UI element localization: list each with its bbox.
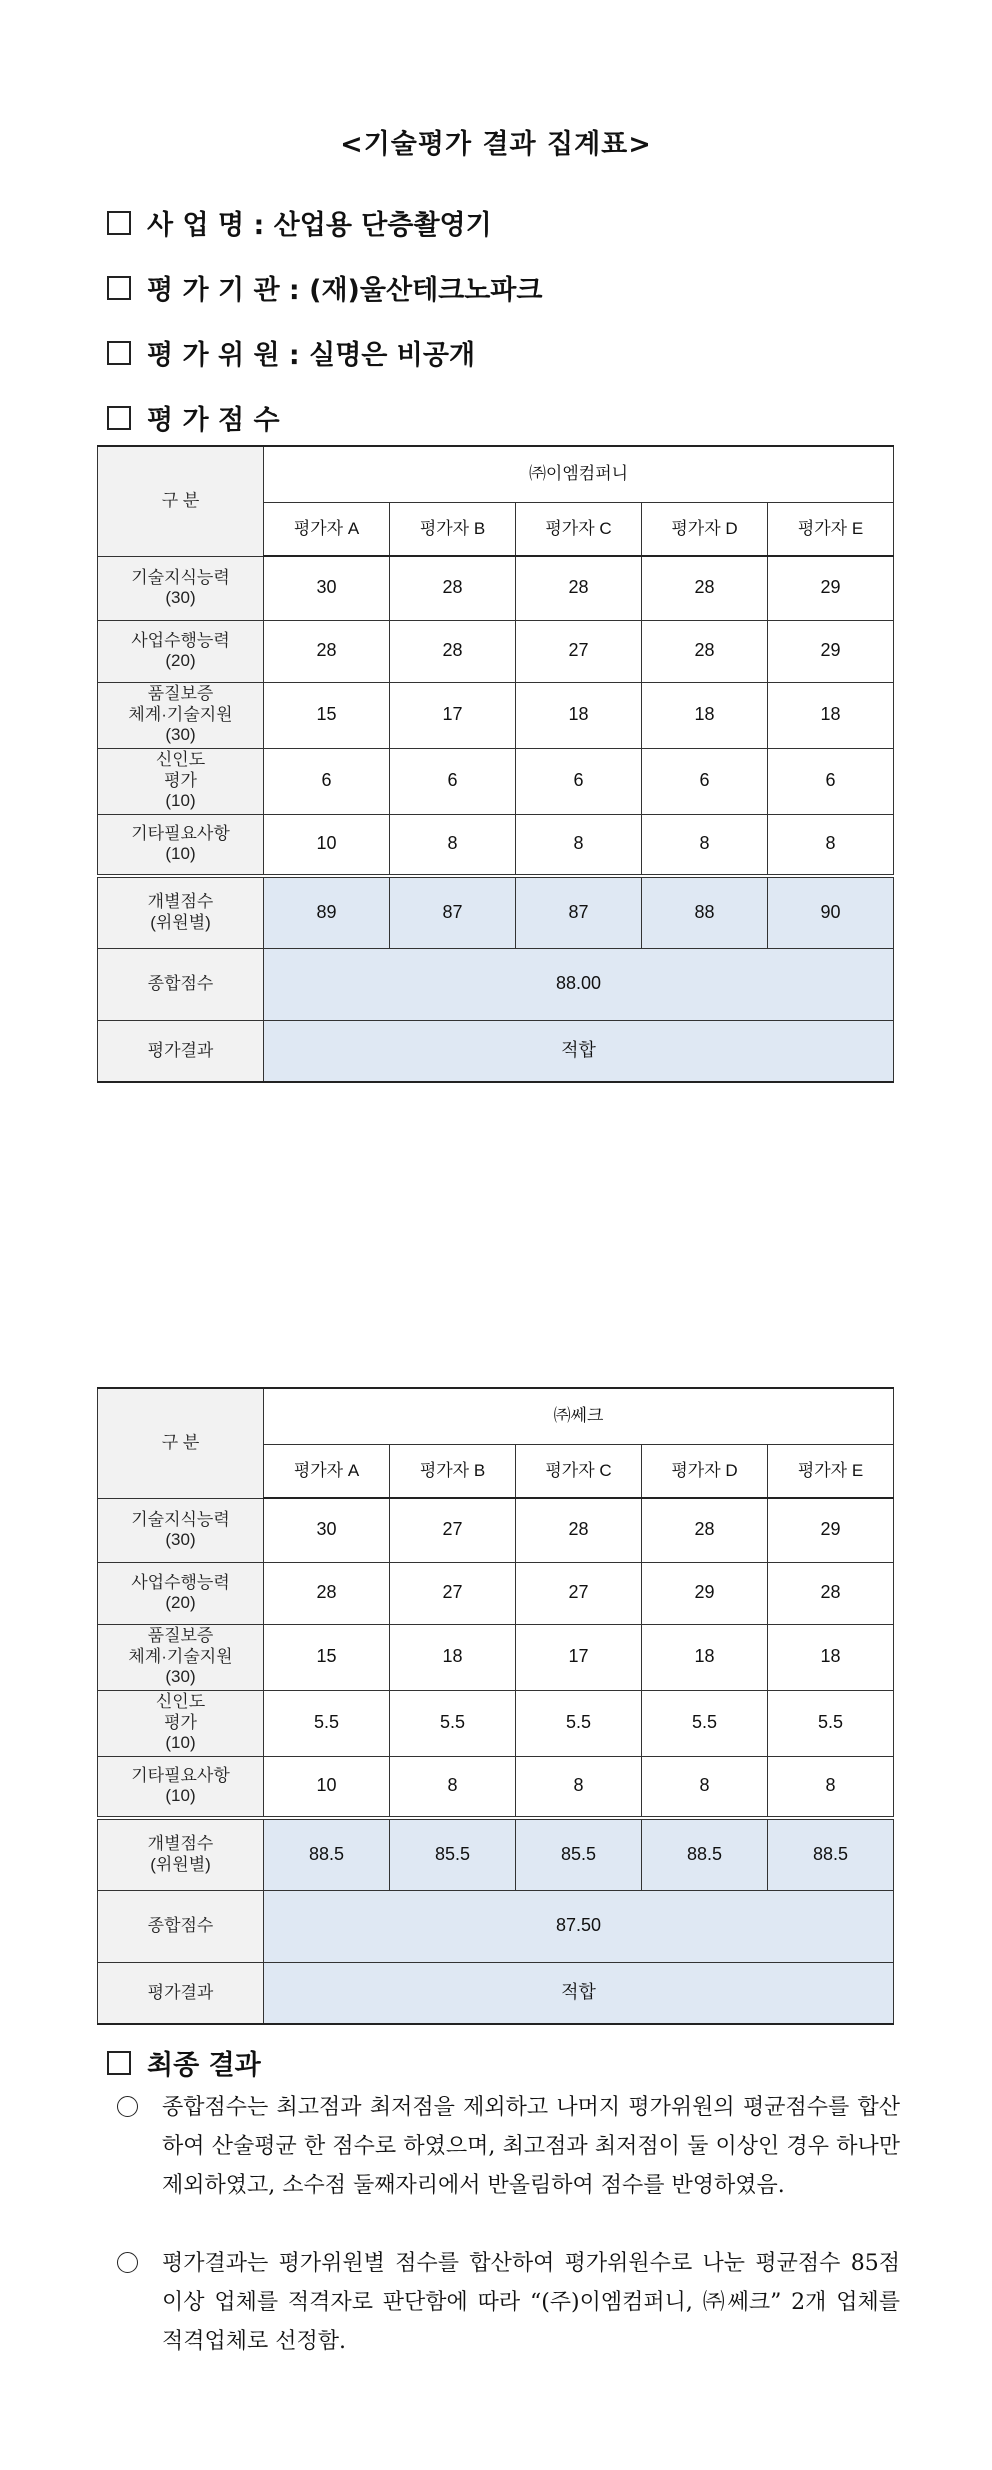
criteria-label	[98, 1624, 264, 1690]
score-cell: 18	[768, 682, 894, 748]
evaluator-header: 평가자 E	[768, 502, 894, 556]
score-cell: 8	[642, 1756, 768, 1818]
score-cell: 18	[390, 1624, 516, 1690]
info-label: 평 가 위 원	[147, 340, 280, 371]
individual-label-line: 개별점수	[147, 1834, 214, 1854]
category-header: 구 분	[98, 446, 264, 556]
criteria-points: (30)	[165, 1667, 196, 1687]
score-cell: 28	[642, 556, 768, 620]
evaluator-header: 평가자 A	[264, 502, 390, 556]
criteria-points: (10)	[165, 791, 196, 811]
score-cell: 27	[390, 1562, 516, 1624]
individual-label-line: (위원별)	[150, 1854, 211, 1874]
score-cell: 6	[516, 748, 642, 814]
criteria-label	[98, 748, 264, 814]
criteria-name: 체계·기술지원	[128, 704, 233, 724]
evaluator-header: 평가자 A	[264, 1444, 390, 1498]
document-title: <기술평가 결과 집계표>	[340, 129, 652, 160]
criteria-points: (10)	[165, 1786, 196, 1806]
final-note-text: 종합점수는 최고점과 최저점을 제외하고 나머지 평가위원의 평균점수를 합산하여 산술평균 한 점수로 하였으며, 최고점과 최저점이 둘 이상인 경우 하나만 제외하였고, 소수점 둘째자리에서 반올림하여 점수를 반영하였음.	[162, 2095, 900, 2198]
score-cell: 27	[516, 620, 642, 682]
criteria-label	[98, 814, 264, 876]
checkbox-square-icon	[107, 276, 131, 300]
individual-score-label	[98, 876, 264, 948]
criteria-points: (20)	[165, 651, 196, 670]
evaluator-header: 평가자 B	[390, 502, 516, 556]
evaluator-header: 평가자 D	[642, 502, 768, 556]
score-cell: 18	[642, 682, 768, 748]
score-cell: 18	[768, 1624, 894, 1690]
final-note-text: 평가결과는 평가위원별 점수를 합산하여 평가위원수로 나눈 평균점수 85점 이상 업체를 적격자로 판단함에 따라 “(주)이엠컴퍼니, ㈜쎄크” 2개 업체를 적격업체로 선정함.	[162, 2251, 900, 2354]
criteria-name: 평가	[164, 1712, 197, 1732]
info-agency: 평 가 기 관 : (재)울산테크노파크	[107, 268, 542, 307]
circle-bullet-icon	[117, 2252, 138, 2273]
criteria-points: (10)	[165, 1733, 196, 1753]
excluded-score-cell: 87	[516, 876, 642, 948]
criteria-name: 기술지식능력	[131, 567, 230, 587]
checkbox-square-icon	[107, 406, 131, 430]
info-score-heading	[107, 398, 280, 437]
score-cell: 8	[768, 1756, 894, 1818]
score-cell: 17	[516, 1624, 642, 1690]
total-score-value: 88.00	[264, 948, 894, 1020]
score-cell: 10	[264, 1756, 390, 1818]
score-cell: 30	[264, 556, 390, 620]
criteria-points: (20)	[165, 1593, 196, 1612]
score-cell: 28	[264, 620, 390, 682]
company-name: ㈜이엠컴퍼니	[264, 446, 894, 502]
individual-label-line: 개별점수	[147, 892, 214, 912]
circle-bullet-icon	[117, 2096, 138, 2117]
criteria-points: (30)	[165, 1530, 196, 1549]
criteria-name: 기타필요사항	[131, 823, 230, 843]
criteria-points: (10)	[165, 844, 196, 864]
score-table-1	[97, 445, 894, 1083]
individual-score-cell: 85.5	[516, 1818, 642, 1890]
info-label: 평 가 점 수	[147, 405, 280, 436]
result-label: 평가결과	[98, 1962, 264, 2024]
final-note-2	[117, 2244, 900, 2361]
score-cell: 6	[768, 748, 894, 814]
score-cell: 8	[642, 814, 768, 876]
score-cell: 8	[390, 814, 516, 876]
score-cell: 28	[642, 1498, 768, 1562]
score-cell: 29	[768, 1498, 894, 1562]
excluded-score-cell: 88.5	[264, 1818, 390, 1890]
evaluator-header: 평가자 B	[390, 1444, 516, 1498]
info-business-name: 사 업 명 : 산업용 단층촬영기	[107, 203, 492, 242]
criteria-name: 사업수행능력	[131, 1572, 230, 1592]
info-value: 실명은 비공개	[309, 340, 476, 371]
checkbox-square-icon	[107, 341, 131, 365]
criteria-name: 기술지식능력	[131, 1509, 230, 1529]
info-value: 산업용 단층촬영기	[273, 210, 492, 241]
score-cell: 17	[390, 682, 516, 748]
score-cell: 28	[516, 1498, 642, 1562]
final-result-title: 최종 결과	[147, 2050, 261, 2081]
criteria-points: (30)	[165, 725, 196, 745]
criteria-name: 평가	[164, 770, 197, 790]
result-value: 적합	[264, 1020, 894, 1082]
score-cell: 28	[264, 1562, 390, 1624]
score-cell: 29	[768, 620, 894, 682]
info-evaluators: 평 가 위 원 : 실명은 비공개	[107, 333, 475, 372]
score-cell: 29	[768, 556, 894, 620]
score-cell: 8	[768, 814, 894, 876]
individual-score-cell: 87	[390, 876, 516, 948]
score-cell: 28	[390, 620, 516, 682]
excluded-score-cell: 90	[768, 876, 894, 948]
score-cell: 27	[516, 1562, 642, 1624]
criteria-name: 체계·기술지원	[128, 1646, 233, 1666]
criteria-name: 사업수행능력	[131, 630, 230, 650]
score-cell: 28	[642, 620, 768, 682]
score-cell: 6	[264, 748, 390, 814]
score-cell: 5.5	[516, 1690, 642, 1756]
checkbox-square-icon	[107, 2051, 131, 2075]
score-cell: 6	[390, 748, 516, 814]
evaluator-header: 평가자 E	[768, 1444, 894, 1498]
criteria-name: 신인도	[155, 1692, 206, 1712]
total-score-label: 종합점수	[98, 1890, 264, 1962]
score-cell: 5.5	[768, 1690, 894, 1756]
criteria-label	[98, 1690, 264, 1756]
final-note-1	[117, 2088, 900, 2205]
criteria-name: 기타필요사항	[131, 1765, 230, 1785]
info-label: 사 업 명	[147, 210, 245, 241]
result-value: 적합	[264, 1962, 894, 2024]
individual-score-cell: 88.5	[768, 1818, 894, 1890]
total-score-value: 87.50	[264, 1890, 894, 1962]
score-cell: 18	[516, 682, 642, 748]
score-cell: 27	[390, 1498, 516, 1562]
criteria-label	[98, 1562, 264, 1624]
criteria-label	[98, 556, 264, 620]
score-cell: 8	[390, 1756, 516, 1818]
criteria-points: (30)	[165, 588, 196, 607]
score-cell: 15	[264, 682, 390, 748]
score-cell: 28	[516, 556, 642, 620]
criteria-label	[98, 682, 264, 748]
criteria-name: 신인도	[155, 750, 206, 770]
score-cell: 18	[642, 1624, 768, 1690]
excluded-score-cell: 85.5	[390, 1818, 516, 1890]
score-cell: 29	[642, 1562, 768, 1624]
criteria-label	[98, 620, 264, 682]
score-table-2	[97, 1387, 894, 2025]
individual-score-label	[98, 1818, 264, 1890]
category-header: 구 분	[98, 1388, 264, 1498]
evaluator-header: 평가자 C	[516, 502, 642, 556]
individual-label-line: (위원별)	[150, 912, 211, 932]
final-result-heading	[107, 2043, 261, 2082]
criteria-label	[98, 1498, 264, 1562]
criteria-name: 품질보증	[147, 684, 214, 704]
result-label: 평가결과	[98, 1020, 264, 1082]
score-cell: 15	[264, 1624, 390, 1690]
score-cell: 28	[768, 1562, 894, 1624]
score-cell: 5.5	[642, 1690, 768, 1756]
score-cell: 30	[264, 1498, 390, 1562]
checkbox-square-icon	[107, 211, 131, 235]
criteria-name: 품질보증	[147, 1626, 214, 1646]
score-cell: 10	[264, 814, 390, 876]
info-label: 평 가 기 관	[147, 275, 280, 306]
individual-score-cell: 89	[264, 876, 390, 948]
individual-score-cell: 88	[642, 876, 768, 948]
individual-score-cell: 88.5	[642, 1818, 768, 1890]
score-cell: 8	[516, 1756, 642, 1818]
score-cell: 6	[642, 748, 768, 814]
score-cell: 5.5	[390, 1690, 516, 1756]
score-cell: 28	[390, 556, 516, 620]
evaluator-header: 평가자 D	[642, 1444, 768, 1498]
total-score-label: 종합점수	[98, 948, 264, 1020]
info-value: (재)울산테크노파크	[309, 275, 543, 306]
evaluator-header: 평가자 C	[516, 1444, 642, 1498]
score-cell: 8	[516, 814, 642, 876]
company-name: ㈜쎄크	[264, 1388, 894, 1444]
score-cell: 5.5	[264, 1690, 390, 1756]
criteria-label	[98, 1756, 264, 1818]
